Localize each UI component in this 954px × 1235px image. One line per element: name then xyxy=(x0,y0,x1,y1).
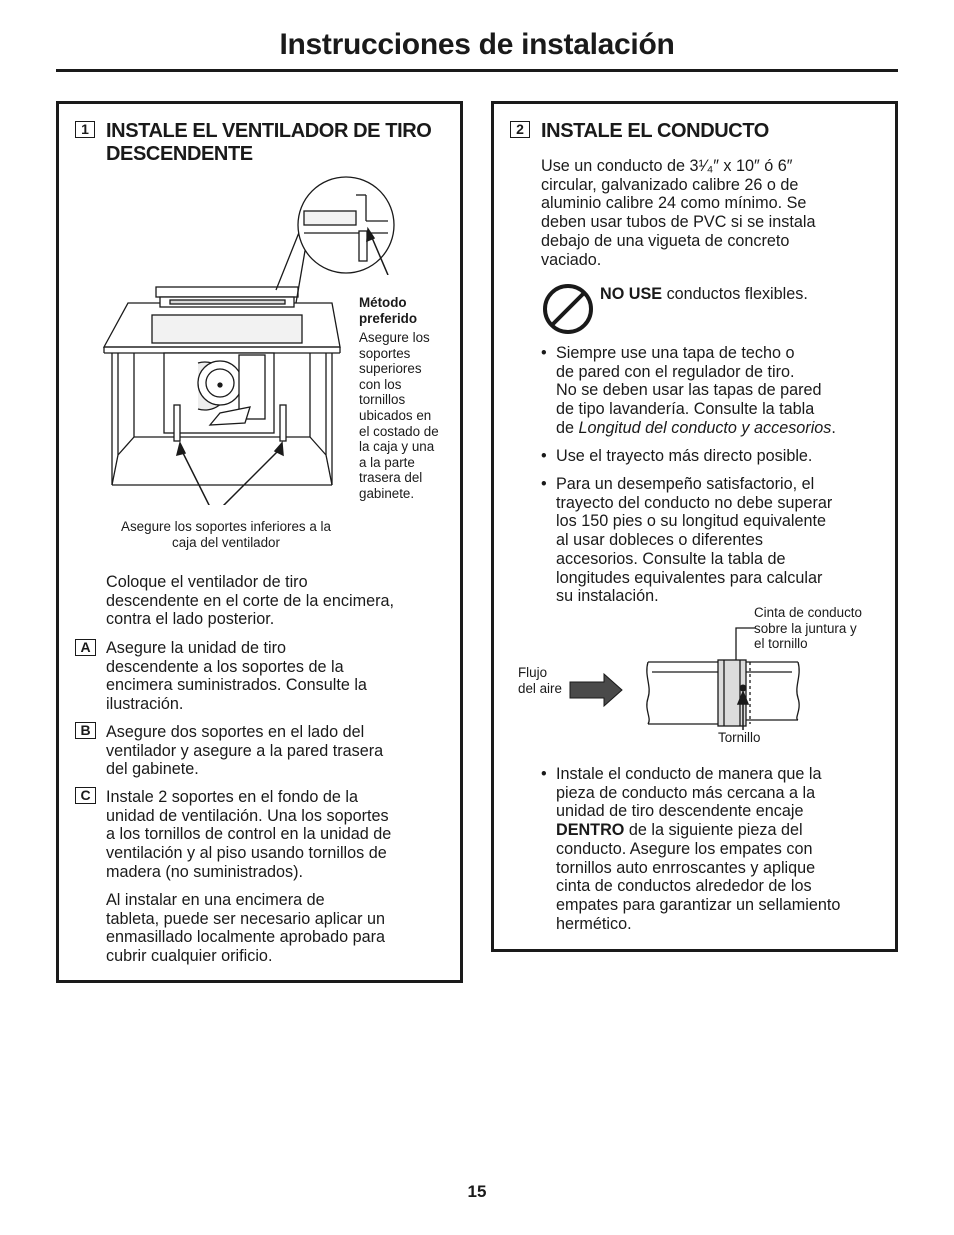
item-c-marker: C xyxy=(75,787,96,804)
bullet3-dot: • xyxy=(541,475,547,493)
step1-intro: Coloque el ventilador de tiro descendente en el corte de la encimera, contra el lado posterior. xyxy=(106,573,394,629)
preferred-method-title: Método preferido xyxy=(359,295,418,326)
prohibited-icon xyxy=(542,283,594,335)
bullet2-text: Use el trayecto más directo posible. xyxy=(556,447,813,465)
step1-number: 1 xyxy=(75,121,95,138)
item-a-marker: A xyxy=(75,639,96,656)
step1-heading: INSTALE EL VENTILADOR DE TIRO DESCENDENTE xyxy=(106,120,432,165)
title-divider xyxy=(56,69,898,72)
step1-note: Al instalar en una encimera de tableta, puede ser necesario aplicar un enmasillado localmente aprobado para cubrir cualquier orificio. xyxy=(106,891,385,966)
no-use-warning: NO USE conductos flexibles. xyxy=(600,285,808,303)
bullet2-dot: • xyxy=(541,447,547,465)
step2-intro: Use un conducto de 3¹⁄₄″ x 10″ ó 6″ circular, galvanizado calibre 26 o de aluminio calibre 24 como mínimo. Se deben usar tubos de PVC si se instala debajo de una vigueta de concreto vaciado. xyxy=(541,157,816,269)
lower-brackets-caption: Asegure los soportes inferiores a la caja del ventilador xyxy=(121,519,331,550)
airflow-label: Flujo del aire xyxy=(518,665,562,696)
item-b-marker: B xyxy=(75,722,96,739)
duct-tape-label: Cinta de conducto sobre la juntura y el tornillo xyxy=(754,605,862,652)
item-b-text: Asegure dos soportes en el lado del ventilador y asegure a la pared trasera del gabinete. xyxy=(106,723,384,779)
item-c-text: Instale 2 soportes en el fondo de la unidad de ventilación. Una los soportes a los tornillos de control en la unidad de ventilación y al piso usando tornillos de madera (no suministrados). xyxy=(106,788,392,881)
step2-number: 2 xyxy=(510,121,530,138)
screw-label: Tornillo xyxy=(718,730,761,745)
preferred-method-text: Asegure los soportes superiores con los tornillos ubicados en el costado de la caja y una a la parte trasera del gabinete. xyxy=(359,330,439,501)
page-number: 15 xyxy=(467,1182,487,1201)
step2-heading: INSTALE EL CONDUCTO xyxy=(541,120,769,142)
bullet4-dot: • xyxy=(541,765,547,783)
bullet4-text: Instale el conducto de manera que la pieza de conducto más cercana a la unidad de tiro descendente encaje DENTRO de la siguiente pieza del conducto. Asegure los empates con tornillos auto enrroscantes y aplique cinta de conductos alrededor de los empates para garantizar un sellamiento hermético. xyxy=(556,765,841,933)
duct-joint-diagram xyxy=(560,620,810,730)
item-a-text: Asegure la unidad de tiro descendente a los soportes de la encimera suministrados. Consulte la ilustración. xyxy=(106,639,367,714)
page-title: Instrucciones de instalación xyxy=(279,28,675,61)
bullet1-dot: • xyxy=(541,344,547,362)
bullet1-text: Siempre use una tapa de techo o de pared con el regulador de tiro. No se deben usar las tapas de pared de tipo lavandería. Consulte la tabla de Longitud del conducto y accesorios. xyxy=(556,344,836,437)
bracket-detail-magnifier xyxy=(296,175,396,275)
bullet3-text: Para un desempeño satisfactorio, el trayecto del conducto no debe superar los 150 pies o su longitud equivalente al usar dobleces o diferentes accesorios. Consulte la tabla de longitudes equivalentes para calcular su instalación. xyxy=(556,475,833,606)
